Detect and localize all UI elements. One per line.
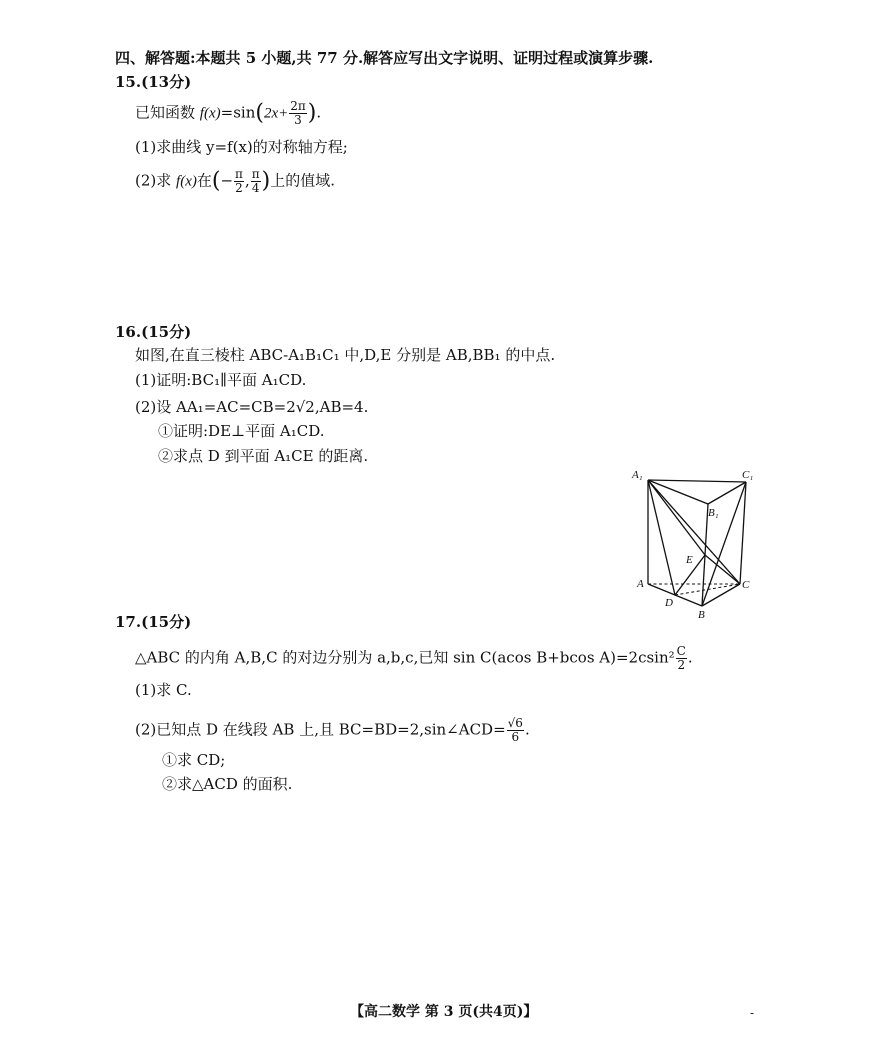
label-b1: B₁ — [708, 507, 719, 519]
q15-p2-rparen: ) — [261, 168, 271, 194]
q17-header: 17.(15分) — [115, 613, 192, 631]
footer-mark: - — [750, 1006, 755, 1020]
q15-eq-sin: =sin — [220, 103, 256, 122]
label-e: E — [686, 554, 693, 566]
page-footer: 【高二数学 第 3 页(共4页)】 — [350, 1004, 538, 1020]
q15-p2-in: 在 — [196, 171, 212, 190]
q16-intro: 如图,在直三棱柱 ABC-A₁B₁C₁ 中,D,E 分别是 AB,BB₁ 的中点. — [135, 346, 556, 364]
q15-p2-a-fraction — [234, 168, 244, 195]
label-b: B — [698, 609, 705, 621]
q15-arg-den: 3 — [294, 113, 302, 127]
q15-rparen: ) — [307, 100, 317, 126]
q17-p2-num: √6 — [507, 716, 523, 730]
label-a: A — [637, 578, 644, 590]
q16-header: 16.(15分) — [115, 323, 192, 341]
q15-header: 15.(13分) — [115, 73, 192, 91]
q15-p2-a-den: 2 — [235, 181, 243, 195]
q15-p2-a-sign: − — [220, 171, 234, 190]
q17-p2-fraction — [507, 717, 524, 744]
q17-intro: △ABC 的内角 A,B,C 的对边分别为 a,b,c,已知 sin C(acos B+bcos A)=2csin² $\frac{C}{2}$ . — [135, 644, 693, 672]
q15-lparen: ( — [255, 100, 264, 126]
q15-p2-prefix: (2)求 — [135, 171, 172, 190]
q17-p2-text: (2)已知点 D 在线段 AB 上,且 BC=BD=2,sin∠ACD= — [135, 720, 506, 739]
q17-intro-den: 2 — [677, 658, 686, 672]
q15-arg-head: 2x+ — [263, 105, 289, 122]
q15-p2-lparen: ( — [211, 168, 221, 194]
q15-part1: (1)求曲线 y=f(x)的对称轴方程; — [135, 138, 348, 156]
q15-p2-b-fraction — [251, 168, 261, 195]
label-a1: A₁ — [632, 469, 643, 481]
q17-p2-den: 6 — [511, 730, 520, 744]
q17-part2: (2)已知点 D 在线段 AB 上,且 BC=BD=2,sin∠ACD= $\frac{√6}{6}$ . — [135, 716, 530, 744]
q15-p2-b-den: 4 — [251, 181, 260, 195]
q15-p2-a-num: π — [235, 167, 243, 181]
q15-p2-suffix: 上的值域. — [270, 171, 335, 190]
q16-part2: (2)设 AA₁=AC=CB=2√2,AB=4. — [135, 398, 369, 416]
q17-intro-fraction — [676, 645, 687, 672]
q15-part2: (2)求 f(x)在(− $\frac{\pi}{2}$ , $\frac{\pi}{4}$ )上的值域. — [135, 167, 335, 195]
section-heading: 四、解答题:本题共 5 小题,共 77 分.解答应写出文字说明、证明过程或演算步骤. — [115, 49, 654, 67]
label-c1: C₁ — [742, 469, 754, 481]
q15-intro-prefix: 已知函数 — [135, 103, 196, 122]
q17-intro-text: △ABC 的内角 A,B,C 的对边分别为 a,b,c,已知 sin C(acos B+bcos A)=2csin² — [135, 648, 675, 667]
label-d: D — [665, 597, 673, 609]
q15-p2-fx: f(x) — [176, 173, 197, 190]
q17-part2a: ①求 CD; — [162, 751, 226, 769]
q17-part1: (1)求 C. — [135, 681, 192, 699]
prism-figure — [630, 466, 755, 621]
q15-arg-fraction — [289, 100, 307, 127]
q16-part2b: ②求点 D 到平面 A₁CE 的距离. — [158, 447, 369, 465]
q15-fx: f(x) — [199, 105, 221, 122]
q17-intro-num: C — [676, 644, 686, 658]
q16-part2a: ①证明:DE⊥平面 A₁CD. — [158, 422, 325, 440]
q16-part1: (1)证明:BC₁∥平面 A₁CD. — [135, 371, 307, 389]
label-c: C — [742, 579, 750, 591]
q15-arg-num: 2π — [290, 99, 306, 113]
q15-intro: 已知函数 f(x)=sin(2x+ $\frac{2\pi}{3}$ ). — [135, 99, 322, 127]
q17-part2b: ②求△ACD 的面积. — [162, 775, 293, 793]
q15-p2-b-num: π — [251, 167, 260, 181]
